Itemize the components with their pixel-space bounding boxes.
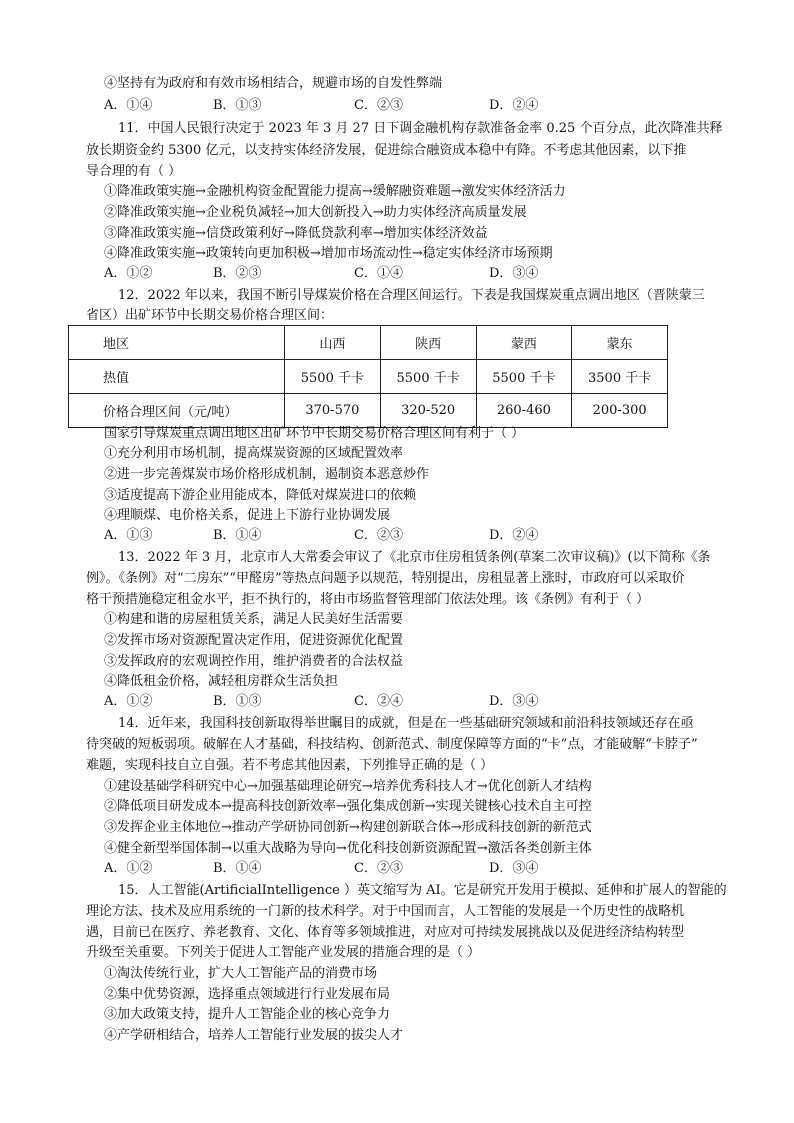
q10-option-a: A．①④ xyxy=(104,98,153,113)
q14-option-a: A．①② xyxy=(104,861,153,876)
coal-price-table xyxy=(68,325,668,428)
table-header-cell: 蒙东 xyxy=(572,326,668,360)
q11-stem-line-1: 11．中国人民银行决定于 2023 年 3 月 27 日下调金融机构存款准备金率 0.25 个百分点，此次降准共释 xyxy=(118,121,723,136)
table-header-cell: 山西 xyxy=(285,326,381,360)
q14-option-c: C．②③ xyxy=(354,861,403,876)
q15-stem-line-1: 15．人工智能(ArtificialIntelligence ）英文缩写为 AI。它是研究开发用于模拟、延伸和扩展人的智能的 xyxy=(118,883,727,898)
q11-item-4: ④降准政策实施→政策转向更加积极→增加市场流动性→稳定实体经济市场预期 xyxy=(104,246,553,261)
q12-item-4: ④理顺煤、电价格关系，促进上下游行业协调发展 xyxy=(104,508,391,523)
q11-option-c: C．①④ xyxy=(354,266,403,281)
table-cell: 3500 千卡 xyxy=(572,360,668,394)
q14-stem-line-2: 待突破的短板弱项。破解在人才基础，科技结构、创新范式、制度保障等方面的“卡”点，才能破解“卡脖子” xyxy=(86,737,698,752)
q13-options xyxy=(104,692,704,712)
q13-option-c: C．②④ xyxy=(354,694,403,709)
table-cell: 5500 千卡 xyxy=(380,360,476,394)
q11-stem-line-2: 放长期资金约 5300 亿元，以支持实体经济发展，促进综合融资成本稳中有降。不考虑其他因素，以下推 xyxy=(86,143,687,158)
q11-item-3: ③降准政策实施→信贷政策利好→降低贷款利率→增加实体经济效益 xyxy=(104,226,488,241)
q14-option-b: B．①④ xyxy=(213,861,262,876)
q12-option-a: A．①③ xyxy=(104,528,153,543)
q13-item-3: ③发挥政府的宏观调控作用，维护消费者的合法权益 xyxy=(104,654,404,669)
q10-option-c: C．②③ xyxy=(354,98,403,113)
q11-options xyxy=(104,264,704,284)
q10-option-b: B．①③ xyxy=(213,98,262,113)
q12-stem-line-2: 省区）出矿环节中长期交易价格合理区间： xyxy=(86,308,334,323)
q12-option-c: C．②③ xyxy=(354,528,403,543)
q13-item-4: ④降低租金价格，减轻租房群众生活负担 xyxy=(104,674,339,689)
q13-stem-line-2: 例》。《条例》对“二房东”“甲醛房”等热点问题予以规范，特别提出，房租显著上涨时，市政府可以采取价 xyxy=(86,571,685,586)
q13-item-2: ②发挥市场对资源配置决定作用，促进资源优化配置 xyxy=(104,633,404,648)
q14-item-4: ④健全新型举国体制→以重大战略为导向→优化科技创新资源配置→激活各类创新主体 xyxy=(104,841,592,856)
q10-option-d: D．②④ xyxy=(489,98,539,113)
q13-option-d: D．③④ xyxy=(489,694,539,709)
q13-stem-line-3: 格干预措施稳定租金水平，拒不执行的，将由市场监督管理部门依法处理。该《条例》有利于（ ） xyxy=(86,592,650,607)
table-cell: 260-460 xyxy=(476,394,572,428)
q14-stem-line-1: 14．近年来，我国科技创新取得举世瞩目的成就，但是在一些基础研究领域和前沿科技领域还存在亟 xyxy=(118,716,694,731)
table-row xyxy=(69,360,668,394)
table-cell: 320-520 xyxy=(380,394,476,428)
q13-option-a: A．①② xyxy=(104,694,153,709)
q12-option-b: B．①④ xyxy=(213,528,262,543)
q12-stem-line-1: 12．2022 年以来，我国不断引导煤炭价格在合理区间运行。下表是我国煤炭重点调出地区（晋陕蒙三 xyxy=(118,288,705,303)
q12-item-2: ②进一步完善煤炭市场价格形成机制，遏制资本恶意炒作 xyxy=(104,467,430,482)
q11-item-2: ②降准政策实施→企业税负减轻→加大创新投入→助力实体经济高质量发展 xyxy=(104,205,527,220)
table-cell: 5500 千卡 xyxy=(285,360,381,394)
q10-item-4: ④坚持有为政府和有效市场相结合，规避市场的自发性弊端 xyxy=(104,76,443,91)
q11-option-d: D．③④ xyxy=(489,266,539,281)
q15-stem-line-4: 升级至关重要。下列关于促进人工智能产业发展的措施合理的是（ ） xyxy=(86,945,481,960)
q13-option-b: B．①③ xyxy=(213,694,262,709)
table-cell: 5500 千卡 xyxy=(476,360,572,394)
q15-item-4: ④产学研相结合，培养人工智能行业发展的拔尖人才 xyxy=(104,1028,404,1043)
q12-item-1: ①充分利用市场机制，提高煤炭资源的区域配置效率 xyxy=(104,446,404,461)
q11-stem-line-3: 导合理的有（ ） xyxy=(86,164,182,179)
table-cell: 370-570 xyxy=(285,394,381,428)
table-cell: 热值 xyxy=(69,360,285,394)
q13-stem-line-1: 13．2022 年 3 月，北京市人大常委会审议了《北京市住房租赁条例(草案二次审议稿)》(以下简称《条 xyxy=(118,550,711,565)
q14-item-3: ③发挥企业主体地位→推动产学研协同创新→构建创新联合体→形成科技创新的新范式 xyxy=(104,820,592,835)
q15-item-1: ①淘汰传统行业，扩大人工智能产品的消费市场 xyxy=(104,966,378,981)
q14-item-2: ②降低项目研发成本→提高科技创新效率→强化集成创新→实现关键核心技术自主可控 xyxy=(104,799,592,814)
q14-item-1: ①建设基础学科研究中心→加强基础理论研究→培养优秀科技人才→优化创新人才结构 xyxy=(104,779,592,794)
q15-item-2: ②集中优势资源，选择重点领域进行行业发展布局 xyxy=(104,987,391,1002)
q10-options xyxy=(104,96,704,116)
table-cell: 价格合理区间（元/吨） xyxy=(69,394,285,428)
table-cell: 200-300 xyxy=(572,394,668,428)
table-header-cell: 地区 xyxy=(69,326,285,360)
q14-stem-line-3: 难题，实现科技自立自强。若不考虑其他因素，下列推导正确的是（ ） xyxy=(86,758,494,773)
q14-option-d: D．③④ xyxy=(489,861,539,876)
q11-option-b: B．②③ xyxy=(213,266,262,281)
q15-stem-line-3: 遇，目前已在医疗、养老教育、文化、体育等多领域推进，对应对可持续发展挑战以及促进经济结构转型 xyxy=(86,925,685,940)
q12-option-d: D．②④ xyxy=(489,528,539,543)
q14-options xyxy=(104,859,704,879)
q11-item-1: ①降准政策实施→金融机构资金配置能力提高→缓解融资难题→激发实体经济活力 xyxy=(104,184,566,199)
q11-option-a: A．①② xyxy=(104,266,153,281)
table-row xyxy=(69,394,668,428)
table-header-row xyxy=(69,326,668,360)
q15-item-3: ③加大政策支持，提升人工智能企业的核心竞争力 xyxy=(104,1007,391,1022)
q12-options xyxy=(104,526,704,546)
table-header-cell: 陕西 xyxy=(380,326,476,360)
q15-stem-line-2: 理论方法、技术及应用系统的一门新的技术科学。对于中国而言，人工智能的发展是一个历史性的战略机 xyxy=(86,904,685,919)
q12-question: 国家引导煤炭重点调出地区出矿环节中长期交易价格合理区间有利于（ ） xyxy=(104,426,525,441)
q12-item-3: ③适度提高下游企业用能成本，降低对煤炭进口的依赖 xyxy=(104,488,417,503)
q13-item-1: ①构建和谐的房屋租赁关系，满足人民美好生活需要 xyxy=(104,612,404,627)
table-header-cell: 蒙西 xyxy=(476,326,572,360)
